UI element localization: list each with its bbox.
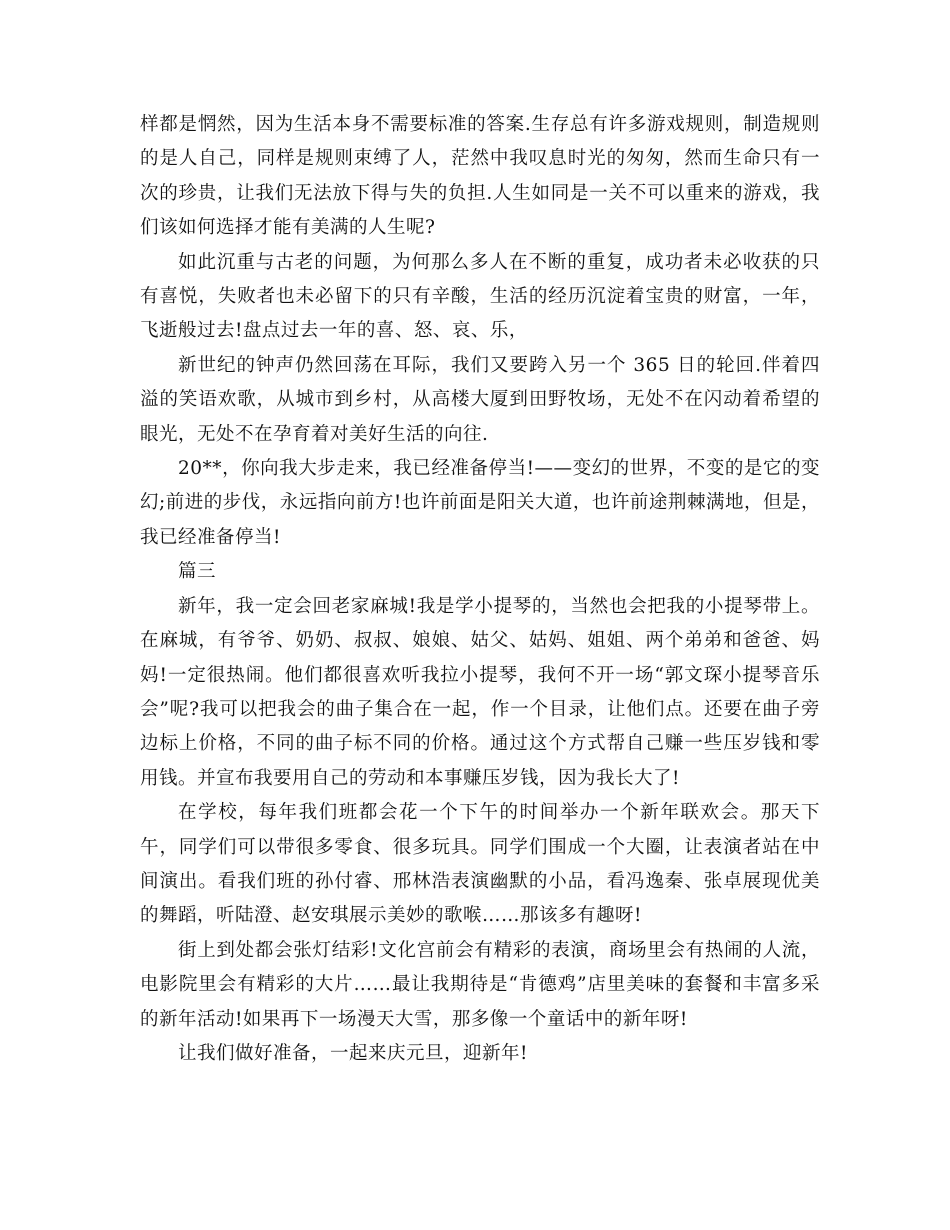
section-paragraph-4: 让我们做好准备，一起来庆元旦，迎新年! [178,1042,528,1064]
paragraph-3: 新世纪的钟声仍然回荡在耳际，我们又要跨入另一个 365 日的轮回.伴着四溢的笑语欢歌，从城市到乡村，从高楼大厦到田野牧场，无处不在闪动着希望的眼光，无处不在孕育着对美好生活的向往. [140,354,820,445]
paragraph-1: 样都是惘然，因为生活本身不需要标准的答案.生存总有许多游戏规则，制造规则的是人自己，同样是规则束缚了人，茫然中我叹息时光的匆匆，然而生命只有一次的珍贵，让我们无法放下得与失的负担.人生如同是一关不可以重来的游戏，我们该如何选择才能有美满的人生呢? [140,114,820,239]
paragraph-2: 如此沉重与古老的问题，为何那么多人在不断的重复，成功者未必收获的只有喜悦，失败者也未必留下的只有辛酸，生活的经历沉淀着宝贵的财富，一年，飞逝般过去!盘点过去一年的喜、怒、哀、乐， [140,251,820,342]
section-paragraph-1: 新年，我一定会回老家麻城!我是学小提琴的，当然也会把我的小提琴带上。在麻城，有爷爷、奶奶、叔叔、娘娘、姑父、姑妈、姐姐、两个弟弟和爸爸、妈妈!一定很热闹。他们都很喜欢听我拉小提琴，我何不开一场“郭文琛小提琴音乐会”呢?我可以把我会的曲子集合在一起，作一个目录，让他们点。还要在曲子旁边标上价格，不同的曲子标不同的价格。通过这个方式帮自己赚一些压岁钱和零用钱。并宣布我要用自己的劳动和本事赚压岁钱，因为我长大了! [140,595,820,789]
section-paragraph-2: 在学校，每年我们班都会花一个下午的时间举办一个新年联欢会。那天下午，同学们可以带很多零食、很多玩具。同学们围成一个大圈，让表演者站在中间演出。看我们班的孙付睿、邢林浩表演幽默的小品，看冯逸秦、张卓展现优美的舞蹈，听陆澄、赵安琪展示美妙的歌喉……那该多有趣呀! [140,802,820,927]
section-heading: 篇三 [178,561,217,583]
paragraph-4: 20**，你向我大步走来，我已经准备停当!——变幻的世界，不变的是它的变幻;前进的步伐，永远指向前方!也许前面是阳关大道，也许前途荆棘满地，但是，我已经准备停当! [140,458,820,548]
section-paragraph-3: 街上到处都会张灯结彩!文化宫前会有精彩的表演，商场里会有热闹的人流，电影院里会有精彩的大片……最让我期待是“肯德鸡”店里美味的套餐和丰富多采的新年活动!如果再下一场漫天大雪，那多像一个童话中的新年呀! [140,939,820,1030]
document-body [140,108,820,1071]
